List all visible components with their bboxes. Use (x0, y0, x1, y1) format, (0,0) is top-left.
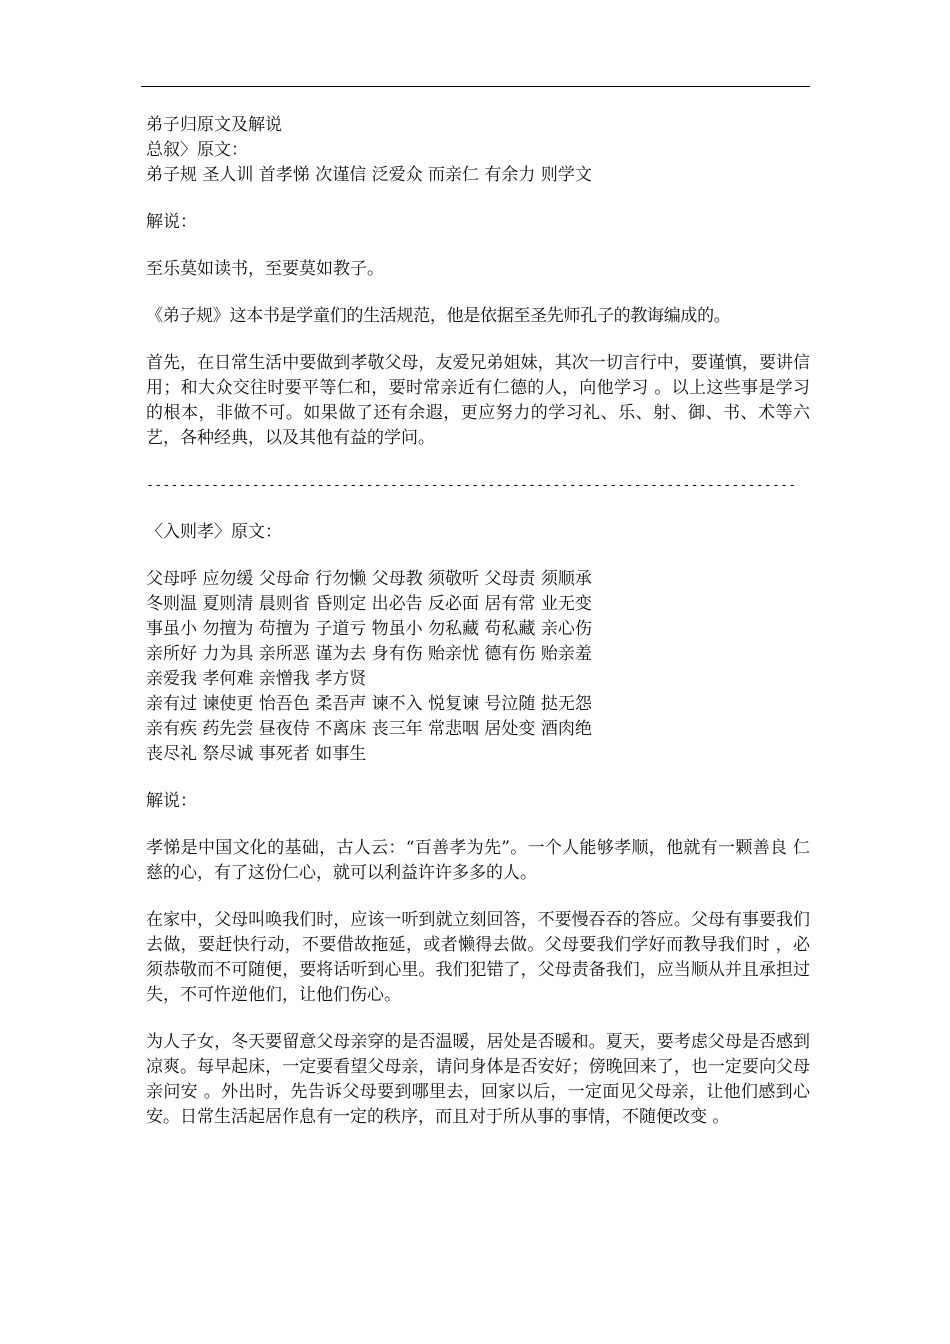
paragraph-intro: 《弟子规》这本书是学童们的生活规范，他是依据至圣先师孔子的教诲编成的。 (146, 306, 731, 326)
separator-line: -------------------------------------------------------------------------------- (146, 477, 797, 493)
paragraph-care: 为人子女，冬天要留意父母亲穿的是否温暖，居处是否暖和。夏天，要考虑父母是否感到凉爽。每早起床，一定要看望父母亲，请问身体是否安好；傍晚回来了，也一定要向父母亲问安 。外出时，先告诉父母要到哪里去，回家以后，一定面见父母亲，让他们感到心安。日常生活起居作息有一定的秩序，而且对于所从事的事情，不随便改变 。 (146, 1032, 810, 1127)
verse-line: 亲爱我 孝何难 亲憎我 孝方贤 (146, 669, 367, 689)
verse-line: 亲有过 谏使更 怡吾色 柔吾声 谏不入 悦复谏 号泣随 挞无怨 (146, 694, 592, 714)
section-heading-general: 总叙〉原文： (146, 140, 248, 160)
paragraph-filial-foundation: 孝悌是中国文化的基础，古人云：“百善孝为先”。一个人能够孝顺，他就有一颗善良 仁慈的心，有了这份仁心，就可以利益许许多多的人。 (146, 838, 810, 883)
verse-line: 事虽小 勿擅为 苟擅为 子道亏 物虽小 勿私藏 苟私藏 亲心伤 (146, 619, 592, 639)
paragraph-obedience: 在家中，父母叫唤我们时，应该一听到就立刻回答，不要慢吞吞的答应。父母有事要我们去做，要赶快行动，不要借故拖延，或者懒得去做。父母要我们学好而教导我们时 ，必须恭敬而不可随便，要将话听到心里。我们犯错了，父母责备我们，应当顺从并且承担过失，不可忤逆他们，让他们伤心。 (146, 910, 810, 1005)
verse-line: 丧尽礼 祭尽诚 事死者 如事生 (146, 744, 367, 764)
verse-line-intro: 弟子规 圣人训 首孝悌 次谨信 泛爱众 而亲仁 有余力 则学文 (146, 165, 592, 185)
verse-line: 亲有疾 药先尝 昼夜侍 不离床 丧三年 常悲咽 居处变 酒肉绝 (146, 719, 592, 739)
explanation-label: 解说： (146, 212, 197, 232)
verse-line: 冬则温 夏则清 晨则省 昏则定 出必告 反必面 居有常 业无变 (146, 594, 592, 614)
section-heading-filial: 〈入则孝〉原文： (146, 522, 282, 542)
paragraph-summary: 首先，在日常生活中要做到孝敬父母，友爱兄弟姐妹，其次一切言行中，要谨慎，要讲信用；和大众交往时要平等仁和，要时常亲近有仁德的人，向他学习 。以上这些事是学习的根本，非做不可。如果做了还有余遐，更应努力的学习礼、乐、射、御、书、术等六艺，各种经典，以及其他有益的学问。 (146, 353, 810, 448)
header-rule (141, 86, 810, 87)
document-title: 弟子归原文及解说 (146, 115, 282, 135)
document-body (146, 113, 810, 1130)
verse-line: 父母呼 应勿缓 父母命 行勿懒 父母教 须敬听 父母责 须顺承 (146, 569, 592, 589)
quote-line: 至乐莫如读书，至要莫如教子。 (146, 259, 384, 279)
verse-line: 亲所好 力为具 亲所恶 谨为去 身有伤 贻亲忧 德有伤 贻亲羞 (146, 644, 592, 664)
explanation-label: 解说： (146, 791, 197, 811)
